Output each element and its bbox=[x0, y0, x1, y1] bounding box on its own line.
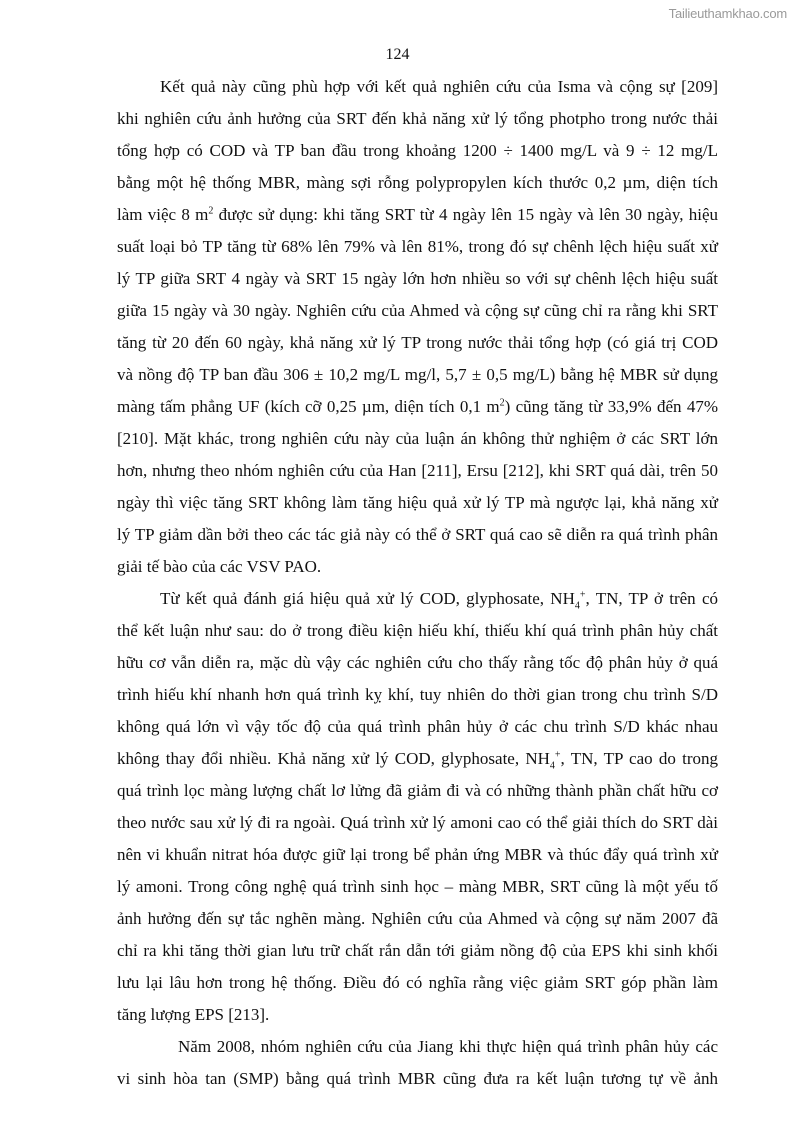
text-line bbox=[117, 202, 718, 234]
text-run: chỉ ra khi tăng thời gian lưu trữ chất rắn dẫn tới giảm nồng độ của EPS khi sinh khối bbox=[117, 941, 718, 960]
text-run: hữu cơ vẫn diễn ra, mặc dù vậy các nghiên cứu cho thấy rằng tốc độ phân hủy ở quá bbox=[117, 653, 718, 672]
text-line bbox=[117, 394, 718, 426]
text-line bbox=[117, 746, 718, 778]
text-run: , TN, TP cao do trong bbox=[560, 749, 718, 768]
text-line bbox=[117, 266, 718, 298]
text-line bbox=[117, 170, 718, 202]
text-run: lý amoni. Trong công nghệ quá trình sinh học – màng MBR, SRT cũng là một yếu tố bbox=[117, 877, 718, 896]
superscript: + bbox=[579, 589, 586, 601]
text-run: thể kết luận như sau: do ở trong điều kiện hiếu khí, thiếu khí quá trình phân hủy chất bbox=[117, 621, 718, 640]
superscript: 2 bbox=[499, 397, 505, 409]
text-line bbox=[117, 842, 718, 874]
text-line bbox=[117, 970, 718, 1002]
text-line bbox=[117, 490, 718, 522]
text-run: ) cũng tăng từ 33,9% đến 47% bbox=[504, 397, 718, 416]
subscript: 4 bbox=[574, 600, 580, 612]
text-run: suất loại bỏ TP tăng từ 68% lên 79% và lên 81%, trong đó sự chênh lệch hiệu suất xử bbox=[117, 237, 718, 256]
text-run: và nồng độ TP ban đầu 306 ± 10,2 mg/L mg/l, 5,7 ± 0,5 mg/L) bằng hệ MBR sử dụng bbox=[117, 365, 718, 384]
watermark: Tailieuthamkhao.com bbox=[668, 6, 787, 21]
text-run: được sử dụng: khi tăng SRT từ 4 ngày lên 15 ngày và lên 30 ngày, hiệu bbox=[213, 205, 719, 224]
text-line bbox=[117, 1066, 718, 1098]
text-run: Từ kết quả đánh giá hiệu quả xử lý COD, glyphosate, NH bbox=[160, 589, 575, 608]
text-line bbox=[117, 234, 718, 266]
text-line bbox=[117, 586, 718, 618]
text-run: vi sinh hòa tan (SMP) bằng quá trình MBR cũng đưa ra kết luận tương tự về ảnh bbox=[117, 1069, 718, 1088]
text-run: tổng hợp có COD và TP ban đầu trong khoảng 1200 ÷ 1400 mg/L và 9 ÷ 12 mg/L bbox=[117, 141, 718, 160]
text-run: ảnh hưởng đến sự tắc nghẽn màng. Nghiên cứu của Ahmed và cộng sự năm 2007 đã bbox=[117, 909, 718, 928]
text-run: Năm 2008, nhóm nghiên cứu của Jiang khi thực hiện quá trình phân hủy các bbox=[178, 1037, 718, 1056]
text-run: không thay đổi nhiều. Khả năng xử lý COD, glyphosate, NH bbox=[117, 749, 550, 768]
text-run: giữa 15 ngày và 30 ngày. Nghiên cứu của Ahmed và cộng sự cũng chỉ ra rằng khi SRT bbox=[117, 301, 718, 320]
text-run: , TN, TP ở trên có bbox=[585, 589, 718, 608]
superscript: + bbox=[554, 749, 561, 761]
text-line bbox=[117, 426, 718, 458]
text-run: màng tấm phẳng UF (kích cỡ 0,25 µm, diện tích 0,1 m bbox=[117, 397, 500, 416]
subscript: 4 bbox=[549, 760, 555, 772]
text-run: không quá lớn vì vậy tốc độ của quá trình phân hủy ở các chu trình S/D khác nhau bbox=[117, 717, 718, 736]
text-line bbox=[117, 74, 718, 106]
text-line bbox=[117, 1002, 718, 1034]
text-line bbox=[117, 682, 718, 714]
text-run: [210]. Mặt khác, trong nghiên cứu này của luận án không thử nghiệm ở các SRT lớn bbox=[117, 429, 718, 448]
text-run: làm việc 8 m bbox=[117, 205, 209, 224]
text-run: lưu lại lâu hơn trong hệ thống. Điều đó có nghĩa rằng việc giảm SRT góp phần làm bbox=[117, 973, 718, 992]
text-line bbox=[117, 330, 718, 362]
paragraph bbox=[117, 1034, 718, 1098]
text-line bbox=[117, 874, 718, 906]
text-line bbox=[117, 522, 718, 554]
text-run: Kết quả này cũng phù hợp với kết quả nghiên cứu của Isma và cộng sự [209] bbox=[160, 77, 718, 96]
text-line bbox=[117, 778, 718, 810]
text-line bbox=[117, 810, 718, 842]
text-run: lý TP giảm dần bởi theo các tác giả này có thể ở SRT quá cao sẽ diễn ra quá trình phân bbox=[117, 525, 718, 544]
text-line bbox=[117, 554, 718, 586]
text-line bbox=[117, 458, 718, 490]
text-line bbox=[117, 298, 718, 330]
text-line bbox=[117, 650, 718, 682]
text-line bbox=[117, 138, 718, 170]
text-run: giải tế bào của các VSV PAO. bbox=[117, 557, 322, 576]
paragraph bbox=[117, 586, 718, 1034]
superscript: 2 bbox=[208, 205, 214, 217]
text-run: bằng một hệ thống MBR, màng sợi rỗng polypropylen kích thước 0,2 µm, diện tích bbox=[117, 173, 718, 192]
text-line bbox=[117, 1034, 718, 1066]
text-run: trình hiếu khí nhanh hơn quá trình kỵ khí, tuy nhiên do thời gian trong chu trình S/D bbox=[117, 685, 718, 704]
text-run: khi nghiên cứu ảnh hưởng của SRT đến khả năng xử lý tổng photpho trong nước thải bbox=[117, 109, 718, 128]
text-run: tăng từ 20 đến 60 ngày, khả năng xử lý TP trong nước thải tổng hợp (có giá trị COD bbox=[117, 333, 718, 352]
text-run: hơn, nhưng theo nhóm nghiên cứu của Han [211], Ersu [212], khi SRT quá dài, trên 50 bbox=[117, 461, 718, 480]
text-run: nên vi khuẩn nitrat hóa được giữ lại trong bể phản ứng MBR và thúc đẩy quá trình xử bbox=[117, 845, 718, 864]
document-body bbox=[117, 74, 718, 1098]
text-line bbox=[117, 938, 718, 970]
text-run: quá trình lọc màng lượng chất lơ lửng đã giảm đi và có những thành phần chất hữu cơ bbox=[117, 781, 718, 800]
text-line bbox=[117, 714, 718, 746]
text-line bbox=[117, 362, 718, 394]
page-number: 124 bbox=[385, 46, 410, 63]
text-line bbox=[117, 618, 718, 650]
text-run: theo nước sau xử lý đi ra ngoài. Quá trình xử lý amoni cao có thể giải thích do SRT dài bbox=[117, 813, 718, 832]
text-line bbox=[117, 906, 718, 938]
text-line bbox=[117, 106, 718, 138]
text-run: ngày thì việc tăng SRT không làm tăng hiệu quả xử lý TP mà ngược lại, khả năng xử bbox=[117, 493, 718, 512]
text-run: lý TP giữa SRT 4 ngày và SRT 15 ngày lớn hơn nhiều so với sự chênh lệch hiệu suất bbox=[117, 269, 718, 288]
paragraph bbox=[117, 74, 718, 586]
text-run: tăng lượng EPS [213]. bbox=[117, 1005, 270, 1024]
